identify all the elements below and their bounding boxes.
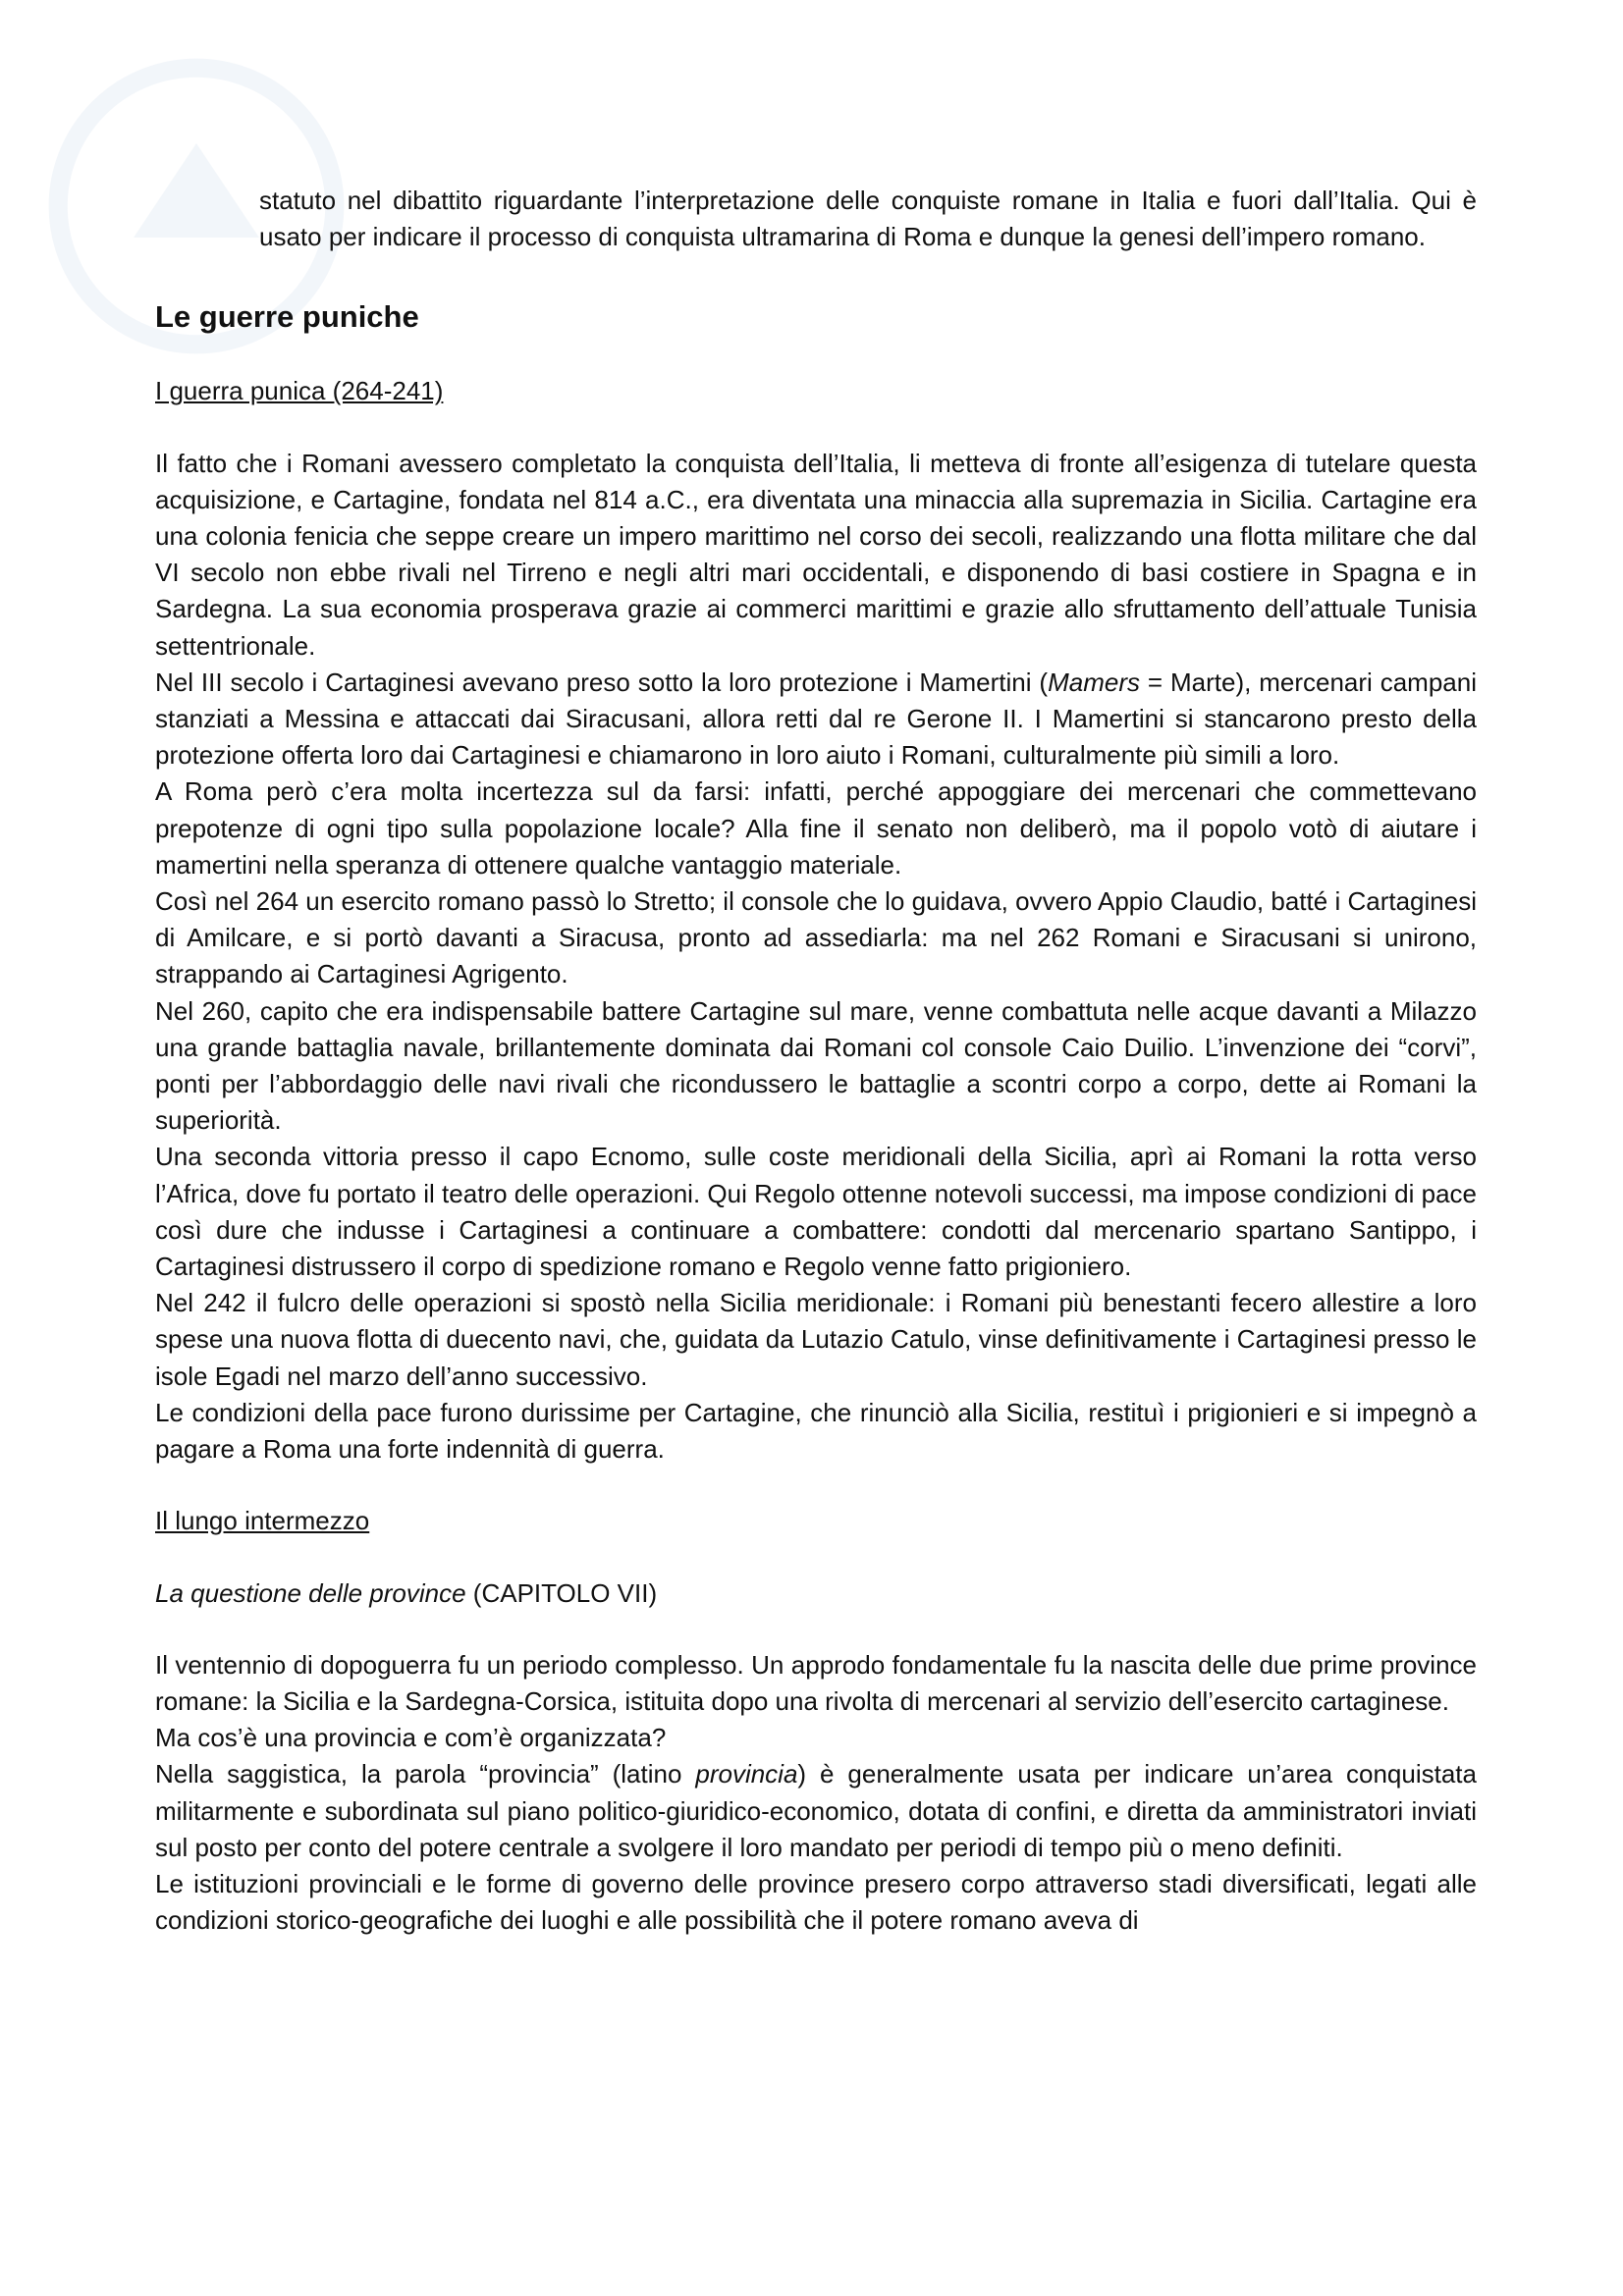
intro-paragraph: statuto nel dibattito riguardante l’interpretazione delle conquiste romane in Italia e fuori dall’Italia. Qui è usato per indicare il processo di conquista ultramarina di Roma e dunque la genesi dell’impero romano.	[259, 186, 1477, 252]
first-war-text	[155, 446, 1477, 1468]
paragraph: Una seconda vittoria presso il capo Ecnomo, sulle coste meridionali della Sicilia, aprì ai Romani la rotta verso l’Africa, dove fu portato il teatro delle operazioni. Qui Regolo ottenne notevoli successi, ma impose condizioni di pace così dure che indusse i Cartaginesi a continuare a combattere: condotti dal mercenario spartano Santippo, i Cartaginesi distrussero il corpo di spedizione romano e Regolo venne fatto prigioniero.	[155, 1142, 1477, 1282]
paragraph: Le istituzioni provinciali e le forme di governo delle province presero corpo attraverso stadi diversificati, legati alle condizioni storico-geografiche dei luoghi e alle possibilità che il potere romano aveva di	[155, 1868, 1477, 1936]
italic-term: provincia	[695, 1759, 798, 1789]
subheading-first-punic-war: I guerra punica (264-241)	[155, 376, 444, 406]
paragraph: Nel 242 il fulcro delle operazioni si spostò nella Sicilia meridionale: i Romani più benestanti fecero allestire a loro spese una nuova flotta di duecento navi, che, guidata da Lutazio Catulo, vinse definitivamente i Cartaginesi presso le isole Egadi nel marzo dell’anno successivo.	[155, 1288, 1477, 1391]
paragraph: Il ventennio di dopoguerra fu un periodo complesso. Un approdo fondamentale fu la nascita delle due prime province romane: la Sicilia e la Sardegna-Corsica, istituita dopo una rivolta di mercenari al servizio dell’esercito cartaginese.	[155, 1649, 1477, 1716]
text-run: = Marte), mercenari campani stanziati a Messina e attaccati dai Siracusani, allora retti dal re Gerone II. I Mamertini si stancarono presto della protezione offerta loro dai Cartaginesi e chiamarono in loro aiuto i Romani, culturalmente più simili a loro.	[155, 667, 1477, 771]
paragraph: Il fatto che i Romani avessero completato la conquista dell’Italia, li metteva di fronte all’esigenza di tutelare questa acquisizione, e Cartagine, fondata nel 814 a.C., era diventata una minaccia alla supremazia in Sicilia. Cartagine era una colonia fenicia che seppe creare un impero marittimo nel corso dei secoli, realizzando una flotta militare che dal VI secolo non ebbe rivali nel Tirreno e negli altri mari occidentali, e disponendo di basi costiere in Spagna e in Sardegna. La sua economia prosperava grazie ai commerci marittimi e grazie allo sfruttamento dell’attuale Tunisia settentrionale.	[155, 448, 1477, 661]
intermezzo-text	[155, 1647, 1477, 1940]
paragraph	[155, 665, 1477, 774]
document-body	[155, 183, 1477, 1939]
paragraph: Così nel 264 un esercito romano passò lo Stretto; il console che lo guidava, ovvero Appio Claudio, batté i Cartaginesi di Amilcare, e si portò davanti a Siracusa, pronto ad assediarla: ma nel 262 Romani e Siracusani si unirono, strappando ai Cartaginesi Agrigento.	[155, 886, 1477, 989]
paragraph: Ma cos’è una provincia e com’è organizzata?	[155, 1723, 667, 1753]
text-run: (CAPITOLO VII)	[465, 1577, 658, 1608]
paragraph: A Roma però c’era molta incertezza sul da farsi: infatti, perché appoggiare dei mercenari che commettevano prepotenze di ogni tipo sulla popolazione locale? Alla fine il senato non deliberò, ma il popolo votò di aiutare i mamertini nella speranza di ottenere qualche vantaggio materiale.	[155, 776, 1477, 880]
text-run: Nella saggistica, la parola “provincia” (latino	[155, 1759, 696, 1789]
paragraph: Nel 260, capito che era indispensabile battere Cartagine sul mare, venne combattuta nelle acque davanti a Milazzo una grande battaglia navale, brillantemente dominata dai Romani col console Caio Duilio. L’invenzione dei “corvi”, ponti per l’abbordaggio delle navi rivali che ricondussero le battaglie a scontri corpo a corpo, dette ai Romani la superiorità.	[155, 995, 1477, 1136]
italic-term: Mamers	[1048, 667, 1140, 697]
subheading-provinces	[155, 1575, 1477, 1612]
paragraph: Le condizioni della pace furono durissime per Cartagine, che rinunciò alla Sicilia, restituì i prigionieri e si impegnò a pagare a Roma una forte indennità di guerra.	[155, 1397, 1477, 1465]
subheading-intermezzo: Il lungo intermezzo	[155, 1506, 370, 1536]
italic-title: La questione delle province	[155, 1577, 466, 1608]
section-title: Le guerre puniche	[155, 299, 419, 335]
text-run: ) è generalmente usata per indicare un’area conquistata militarmente e subordinata sul piano politico-giuridico-economico, dotata di confini, e diretta da amministratori inviati sul posto per conto del potere centrale a svolgere il loro mandato per periodi di tempo più o meno definiti.	[155, 1759, 1477, 1862]
paragraph	[155, 1756, 1477, 1866]
text-run: Nel III secolo i Cartaginesi avevano preso sotto la loro protezione i Mamertini (	[155, 667, 1049, 697]
